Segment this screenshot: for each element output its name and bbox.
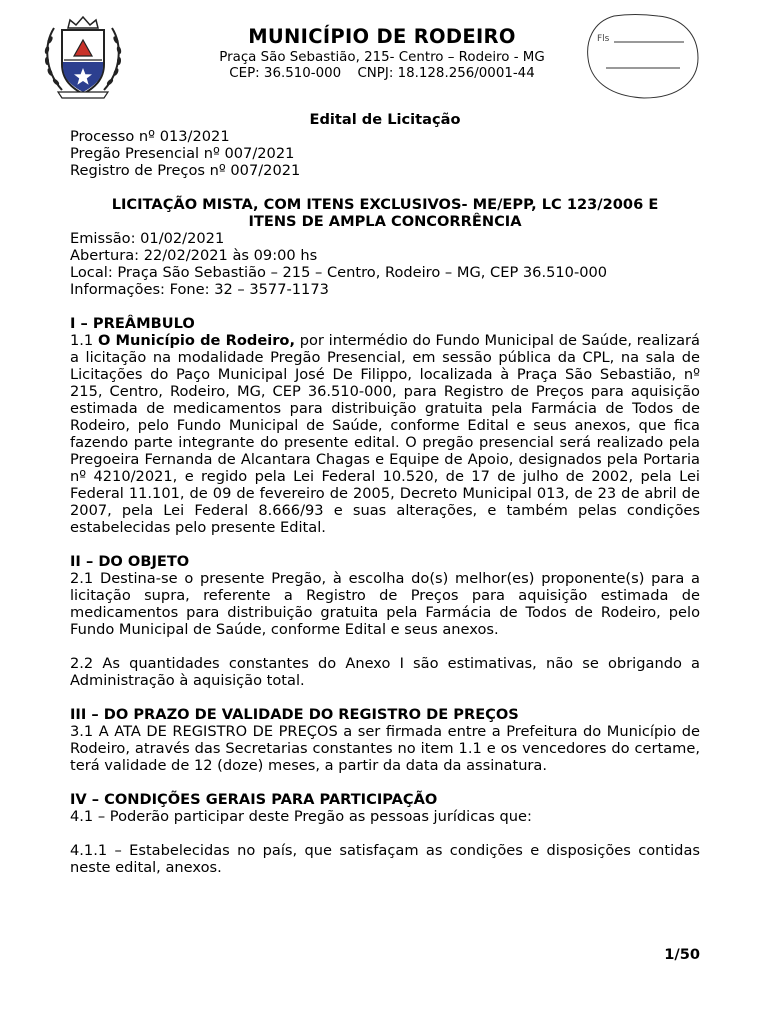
folio-stamp bbox=[584, 12, 702, 102]
municipal-seal-logo bbox=[40, 14, 126, 102]
municipality-name-bold: O Município de Rodeiro, bbox=[97, 332, 295, 349]
municipality-title: MUNICÍPIO DE RODEIRO bbox=[248, 25, 516, 48]
licitacao-subtitle-line2: ITENS DE AMPLA CONCORRÊNCIA bbox=[248, 213, 522, 230]
paragraph-number: 1.1 bbox=[70, 332, 98, 349]
cnpj-text: CNPJ: 18.128.256/0001-44 bbox=[357, 66, 535, 81]
paragraph-text: por intermédio do Fundo Municipal de Saúde, realizará a licitação na modalidade Pregão Presencial, em sessão pública da CPL, na sala de Licitações do Paço Municipal José De Filippo, localizada à Praça São Sebastião, nº 215, Centro, Rodeiro, MG, CEP 36.510-000, para Registro de Preços para aquisição estimada de medicamentos para distribuição gratuita pela Farmácia de Todos de Rodeiro, pelo Fundo Municipal de Saúde, conforme Edital e seus anexos, que fica fazendo parte integrante do presente edital. O pregão presencial será realizado pela Pregoeira Fernanda de Alcantara Chagas e Equipe de Apoio, designados pela Portaria nº 4210/2021, e regido pela Lei Federal 10.520, de 17 de julho de 2002, pela Lei Federal 11.101, de 09 de fevereiro de 2005, Decreto Municipal 013, de 23 de abril de 2007, pela Lei Federal 8.666/93 e suas alterações, e também pelas condições estabelecidas pelo presente Edital. bbox=[70, 332, 700, 536]
letterhead bbox=[170, 24, 594, 82]
section-4-title: IV – CONDIÇÕES GERAIS PARA PARTICIPAÇÃO bbox=[70, 791, 438, 808]
municipality-address: Praça São Sebastião, 215- Centro – Rodeiro - MG bbox=[219, 50, 545, 65]
section-2-title: II – DO OBJETO bbox=[70, 553, 190, 570]
processo-line: Processo nº 013/2021 bbox=[70, 128, 230, 145]
edital-body bbox=[70, 111, 700, 876]
abertura-line: Abertura: 22/02/2021 às 09:00 hs bbox=[70, 247, 318, 264]
licitacao-subtitle-line1: LICITAÇÃO MISTA, COM ITENS EXCLUSIVOS- ME/EPP, LC 123/2006 E bbox=[111, 196, 659, 213]
informacoes-line: Informações: Fone: 32 – 3577-1173 bbox=[70, 281, 329, 298]
page-number: 1/50 bbox=[664, 946, 700, 963]
section-1-title: I – PREÂMBULO bbox=[70, 315, 195, 332]
pregao-line: Pregão Presencial nº 007/2021 bbox=[70, 145, 295, 162]
local-line: Local: Praça São Sebastião – 215 – Centro, Rodeiro – MG, CEP 36.510-000 bbox=[70, 264, 608, 281]
section-4-paragraph-2: 4.1.1 – Estabelecidas no país, que satisfaçam as condições e disposições contidas neste edital, anexos. bbox=[70, 842, 700, 876]
cep-text: CEP: 36.510-000 bbox=[229, 66, 342, 81]
section-1-paragraph bbox=[70, 332, 700, 536]
folio-stamp-label: Fls bbox=[597, 34, 610, 44]
section-3-paragraph: 3.1 A ATA DE REGISTRO DE PREÇOS a ser firmada entre a Prefeitura do Município de Rodeiro, através das Secretarias constantes no item 1.1 e os vencedores do certame, terá validade de 12 (doze) meses, a partir da data da assinatura. bbox=[70, 723, 700, 774]
document-heading: Edital de Licitação bbox=[309, 111, 461, 128]
municipality-registry bbox=[170, 66, 594, 82]
registro-line: Registro de Preços nº 007/2021 bbox=[70, 162, 301, 179]
section-3-title: III – DO PRAZO DE VALIDADE DO REGISTRO DE PREÇOS bbox=[70, 706, 519, 723]
section-4-paragraph-1: 4.1 – Poderão participar deste Pregão as pessoas jurídicas que: bbox=[70, 808, 532, 825]
section-2-paragraph-2: 2.2 As quantidades constantes do Anexo I são estimativas, não se obrigando a Administração à aquisição total. bbox=[70, 655, 700, 689]
emissao-line: Emissão: 01/02/2021 bbox=[70, 230, 225, 247]
section-2-paragraph-1: 2.1 Destina-se o presente Pregão, à escolha do(s) melhor(es) proponente(s) para a licitação supra, referente a Registro de Preços para aquisição estimada de medicamentos para distribuição gratuita pela Farmácia de Todos de Rodeiro, pelo Fundo Municipal de Saúde, conforme Edital e seus anexos. bbox=[70, 570, 700, 638]
